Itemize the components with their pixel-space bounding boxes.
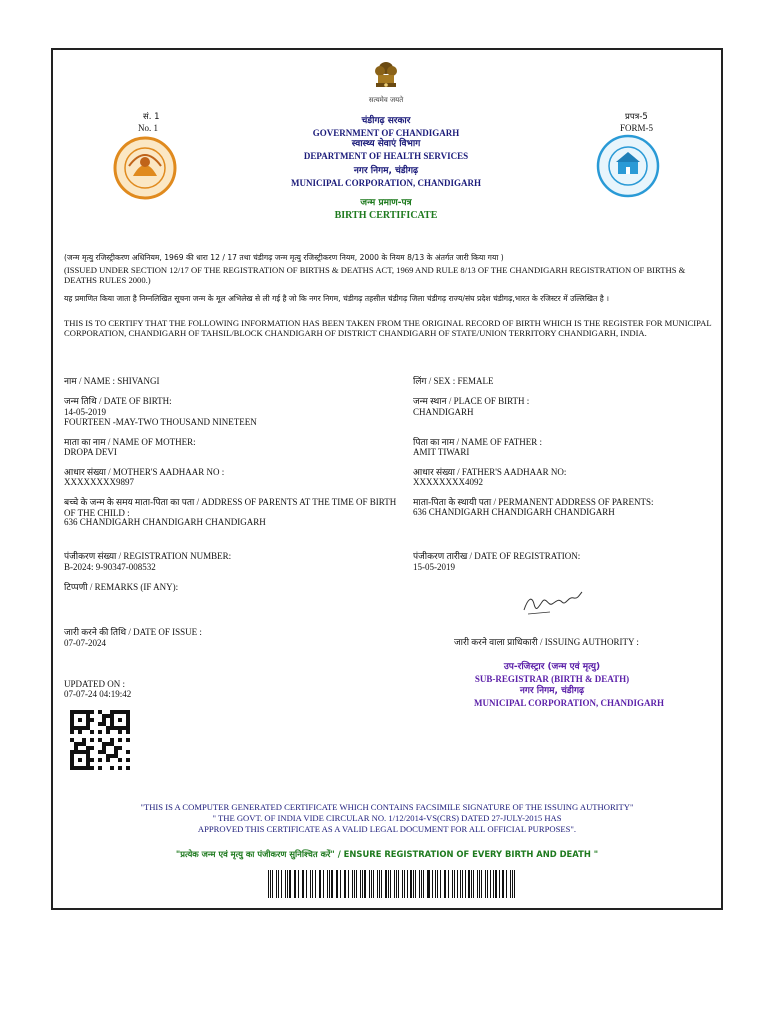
number-label: No. 1: [138, 123, 158, 133]
barcode-bar: [356, 870, 357, 898]
reg-date-label: पंजीकरण तारीख / DATE OF REGISTRATION:: [413, 551, 581, 561]
barcode-bar: [268, 870, 269, 898]
address-birth-label: बच्चे के जन्म के समय माता-पिता का पता / ADDRESS OF PARENTS AT THE TIME OF BIRTH OF THE CHILD :: [64, 497, 397, 518]
dob-words: FOURTEEN -MAY-TWO THOUSAND NINETEEN: [64, 417, 257, 427]
sub-registrar-title: SUB-REGISTRAR (BIRTH & DEATH): [474, 674, 630, 684]
reg-no-label: पंजीकरण संख्या / REGISTRATION NUMBER:: [64, 551, 232, 561]
mother-label: माता का नाम / NAME OF MOTHER:: [64, 437, 196, 447]
mother-aadhaar-label: आधार संख्या / MOTHER'S AADHAAR NO :: [64, 467, 225, 477]
barcode-bar: [410, 870, 411, 898]
right-logo-icon: [596, 134, 660, 198]
authority-corp-title: MUNICIPAL CORPORATION, CHANDIGARH: [474, 698, 664, 708]
barcode-bar: [510, 870, 511, 898]
dob-label: जन्म तिथि / DATE OF BIRTH:: [64, 396, 172, 406]
address-perm-label: माता-पिता के स्थायी पता / PERMANENT ADDRESS OF PARENTS:: [413, 497, 654, 507]
issuing-authority-label: जारी करने वाला प्राधिकारी / ISSUING AUTHORITY :: [454, 637, 639, 647]
barcode-bar: [402, 870, 403, 898]
barcode-bar: [468, 870, 469, 898]
emblem-motto: सत्यमेव जयते: [368, 96, 404, 104]
name-field: नाम / NAME : SHIVANGI: [64, 376, 160, 386]
reg-date-value: 15-05-2019: [413, 562, 455, 572]
barcode-bar: [454, 870, 455, 898]
barcode-bar: [364, 870, 365, 898]
father-aadhaar-value: XXXXXXXX4092: [413, 477, 483, 487]
form-label: FORM-5: [620, 123, 654, 133]
barcode-bar: [428, 870, 429, 898]
barcode-bar: [323, 870, 324, 898]
barcode-bar: [381, 870, 382, 898]
govt-title: GOVERNMENT OF CHANDIGARH: [312, 128, 460, 138]
pob-label: जन्म स्थान / PLACE OF BIRTH :: [413, 396, 530, 406]
pob-value: CHANDIGARH: [413, 407, 474, 417]
barcode-bar: [289, 870, 290, 898]
govt-hindi: चंडीगढ़ सरकार: [361, 116, 411, 126]
barcode-bar: [298, 870, 299, 898]
cert-title: BIRTH CERTIFICATE: [334, 210, 438, 221]
cert-hindi: जन्म प्रमाण-पत्र: [360, 198, 412, 208]
barcode-bar: [462, 870, 463, 898]
updated-value: 07-07-24 04:19:42: [64, 689, 132, 699]
corp-hindi: नगर निगम, चंडीगढ़: [353, 166, 419, 176]
barcode-bar: [493, 870, 494, 898]
barcode-bar: [331, 870, 332, 898]
corp-title: MUNICIPAL CORPORATION, CHANDIGARH: [291, 178, 481, 188]
barcode-bar: [340, 870, 341, 898]
updated-label: UPDATED ON :: [64, 679, 126, 689]
dept-hindi: स्वास्थ्य सेवाएं विभाग: [351, 139, 421, 149]
left-logo-icon: [113, 136, 177, 200]
barcode-bar: [485, 870, 486, 898]
barcode-bar: [369, 870, 370, 898]
authority-corp-hindi: नगर निगम, चंडीगढ़: [519, 686, 585, 696]
barcode-bar: [348, 870, 349, 898]
certify-en: THIS IS TO CERTIFY THAT THE FOLLOWING INFORMATION HAS BEEN TAKEN FROM THE ORIGINAL RECORD OF BIRTH WHICH IS THE REGISTER FOR MUNICIPAL CORPORATION, CHANDIGARH OF TAHSIL/BLOCK CHANDIGARH OF DISTRICT CHANDIGARH OF STATE/UNION TERRITORY CHANDIGARH, INDIA.: [64, 318, 712, 338]
barcode-bar: [276, 870, 277, 898]
form-hindi: प्रपत्र-5: [625, 112, 648, 122]
barcode-icon: [268, 870, 518, 898]
barcode-bar: [404, 870, 405, 898]
barcode-bar: [481, 870, 482, 898]
barcode-bar: [327, 870, 328, 898]
father-aadhaar-label: आधार संख्या / FATHER'S AADHAAR NO:: [413, 467, 567, 477]
barcode-bar: [448, 870, 449, 898]
number-hindi: सं. 1: [143, 112, 160, 122]
barcode-bar: [281, 870, 282, 898]
issue-date-value: 07-07-2024: [64, 638, 106, 648]
barcode-bar: [503, 870, 504, 898]
slogan: "प्रत्येक जन्म एवं मृत्यु का पंजीकरण सुनिश्चित करें" / ENSURE REGISTRATION OF EVERY BIRTH AND DEATH ": [175, 849, 599, 859]
signature-icon: [520, 588, 584, 618]
reg-no-value: B-2024: 9-90347-008532: [64, 562, 156, 572]
barcode-bar: [306, 870, 307, 898]
barcode-bar: [377, 870, 378, 898]
footer-line-2: " THE GOVT. OF INDIA VIDE CIRCULAR NO. 1/12/2014-VS(CRS) DATED 27-JULY-2015 HAS: [212, 813, 562, 823]
barcode-bar: [310, 870, 311, 898]
barcode-bar: [419, 870, 420, 898]
barcode-bar: [394, 870, 395, 898]
address-birth-value: 636 CHANDIGARH CHANDIGARH CHANDIGARH: [64, 517, 266, 527]
barcode-bar: [440, 870, 441, 898]
barcode-bar: [385, 870, 386, 898]
barcode-bar: [315, 870, 316, 898]
barcode-bar: [495, 870, 496, 898]
sub-registrar-hindi: उप-रजिस्ट्रार (जन्म एवं मृत्यु): [503, 662, 601, 672]
qr-code-icon: [70, 710, 130, 770]
barcode-bar: [473, 870, 474, 898]
footer-line-1: "THIS IS A COMPUTER GENERATED CERTIFICATE WHICH CONTAINS FACSIMILE SIGNATURE OF THE ISSUING AUTHORITY": [140, 802, 634, 812]
issue-date-label: जारी करने की तिथि / DATE OF ISSUE :: [64, 627, 202, 637]
barcode-bar: [437, 870, 438, 898]
barcode-bar: [423, 870, 424, 898]
footer-line-3: APPROVED THIS CERTIFICATE AS A VALID LEGAL DOCUMENT FOR ALL OFFICIAL PURPOSES".: [197, 824, 577, 834]
dept-title: DEPARTMENT OF HEALTH SERVICES: [303, 151, 469, 161]
certify-hindi: यह प्रमाणित किया जाता है निम्नलिखित सूचना जन्म के मूल अभिलेख से ली गई है जो कि नगर निगम, चंडीगढ़ तहसील चंडीगढ़ जिला चंडीगढ़ राज्य/संघ प्रदेश चंडीगढ़,भारत के रजिस्टर में उल्लिखित है ।: [64, 294, 610, 303]
mother-aadhaar-value: XXXXXXXX9897: [64, 477, 134, 487]
issued-en: (ISSUED UNDER SECTION 12/17 OF THE REGISTRATION OF BIRTHS & DEATHS ACT, 1969 AND RULE 8/13 OF THE CHANDIGARH REGISTRATION OF BIRTHS & DEATHS RULES 2000.): [64, 265, 686, 285]
issued-hindi: (जन्म मृत्यु रजिस्ट्रीकरण अधिनियम, 1969 की धारा 12 / 17 तथा चंडीगढ़ जन्म मृत्यु रजिस्ट्रीकरण नियम, 2000 के नियम 8/13 के अंतर्गत जारी किया गया ): [64, 253, 504, 262]
father-label: पिता का नाम / NAME OF FATHER :: [413, 437, 542, 447]
national-emblem-icon: [370, 60, 402, 94]
remarks-label: टिप्पणी / REMARKS (IF ANY):: [64, 582, 179, 592]
barcode-bar: [285, 870, 286, 898]
father-value: AMIT TIWARI: [413, 447, 470, 457]
mother-value: DROPA DEVI: [64, 447, 117, 457]
dob-value: 14-05-2019: [64, 407, 106, 417]
address-perm-value: 636 CHANDIGARH CHANDIGARH CHANDIGARH: [413, 507, 615, 517]
sex-field: लिंग / SEX : FEMALE: [413, 376, 494, 386]
barcode-bar: [345, 870, 346, 898]
